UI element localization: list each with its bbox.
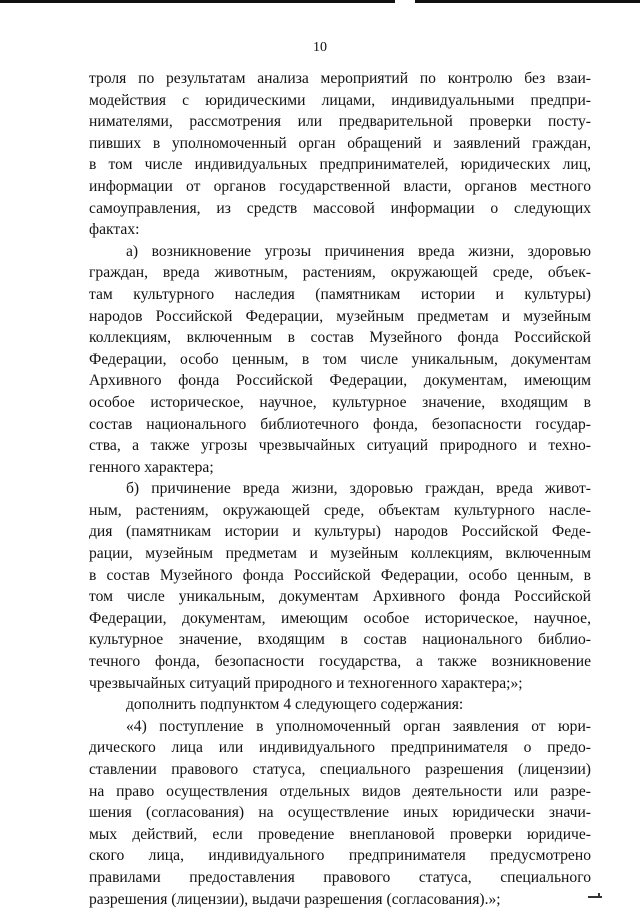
text-line: коллекциям, включенным в состав Музейного фонда Российской <box>89 329 591 347</box>
text-line: дополнить подпунктом 4 следующего содержания: <box>126 696 464 714</box>
text-line: особое историческое, научное, культурное значение, входящим в <box>89 393 591 411</box>
top-edge-line <box>0 0 640 3</box>
text-line: шения (согласования) на осуществление иных юридически значи- <box>89 804 591 822</box>
text-line: информации от органов государственной власти, органов местного <box>89 177 591 195</box>
text-line: на право осуществления отдельных видов деятельности или разре- <box>89 782 591 800</box>
text-line: дия (памятникам истории и культуры) народов Российской Феде- <box>89 523 591 541</box>
text-line: генного характера; <box>89 458 214 476</box>
text-line: ского лица, индивидуального предпринимателя предусмотрено <box>89 847 591 865</box>
text-line: ным, растениям, окружающей среде, объектам культурного насле- <box>89 501 591 519</box>
text-line: «4) поступление в уполномоченный орган заявления от юри- <box>126 717 591 735</box>
text-line: в состав Музейного фонда Российской Федерации, особо ценным, в <box>89 566 591 584</box>
text-line: нимателями, рассмотрения или предварительной проверки посту- <box>89 113 591 131</box>
text-line: состав национального библиотечного фонда, безопасности государ- <box>89 415 591 433</box>
text-line: ства, а также угрозы чрезвычайных ситуаций природного и техно- <box>89 437 591 455</box>
text-line: чрезвычайных ситуаций природного и техногенного характера;»; <box>89 674 523 692</box>
top-edge-gap <box>395 0 415 3</box>
text-line: том числе уникальным, документам Архивного фонда Российской <box>89 588 591 606</box>
text-line: модействия с юридическими лицами, индивидуальными предпри- <box>89 91 591 109</box>
text-line: фактах: <box>89 221 140 239</box>
text-line: б) причинение вреда жизни, здоровью граждан, вреда живот- <box>126 480 591 498</box>
text-line: правилами предоставления правового статуса, специального <box>89 868 591 886</box>
text-line: а) возникновение угрозы причинения вреда жизни, здоровью <box>126 242 591 260</box>
text-line: рации, музейным предметам и музейным коллекциям, включенным <box>89 545 591 563</box>
text-line: разрешения (лицензии), выдачи разрешения (согласования).»; <box>89 890 501 908</box>
text-line: самоуправления, из средств массовой информации о следующих <box>89 199 591 217</box>
text-line: граждан, вреда животным, растениям, окружающей среде, объек- <box>89 264 591 282</box>
text-line: народов Российской Федерации, музейным предметам и музейным <box>89 307 591 325</box>
text-line: культурное значение, входящим в состав национального библио- <box>89 631 591 649</box>
text-line: мых действий, если проведение внеплановой проверки юридиче- <box>89 825 591 843</box>
bottom-corner-tick <box>598 893 600 898</box>
document-body <box>89 68 591 910</box>
text-line: пивших в уполномоченный орган обращений и заявлений граждан, <box>89 134 591 152</box>
text-line: дического лица или индивидуального предпринимателя о предо- <box>89 739 591 757</box>
text-line: там культурного наследия (памятникам истории и культуры) <box>89 285 591 303</box>
page-number: 10 <box>313 40 327 55</box>
text-line: троля по результатам анализа мероприятий по контролю без взаи- <box>89 70 591 87</box>
text-line: ставлении правового статуса, специального разрешения (лицензии) <box>89 761 591 778</box>
text-line: Федерации, документам, имеющим особое историческое, научное, <box>89 609 591 627</box>
text-line: течного фонда, безопасности государства, а также возникновение <box>89 653 591 671</box>
text-line: Архивного фонда Российской Федерации, документам, имеющим <box>89 372 591 390</box>
text-line: в том числе индивидуальных предпринимателей, юридических лиц, <box>89 156 591 174</box>
text-line: Федерации, особо ценным, в том числе уникальным, документам <box>89 350 591 368</box>
